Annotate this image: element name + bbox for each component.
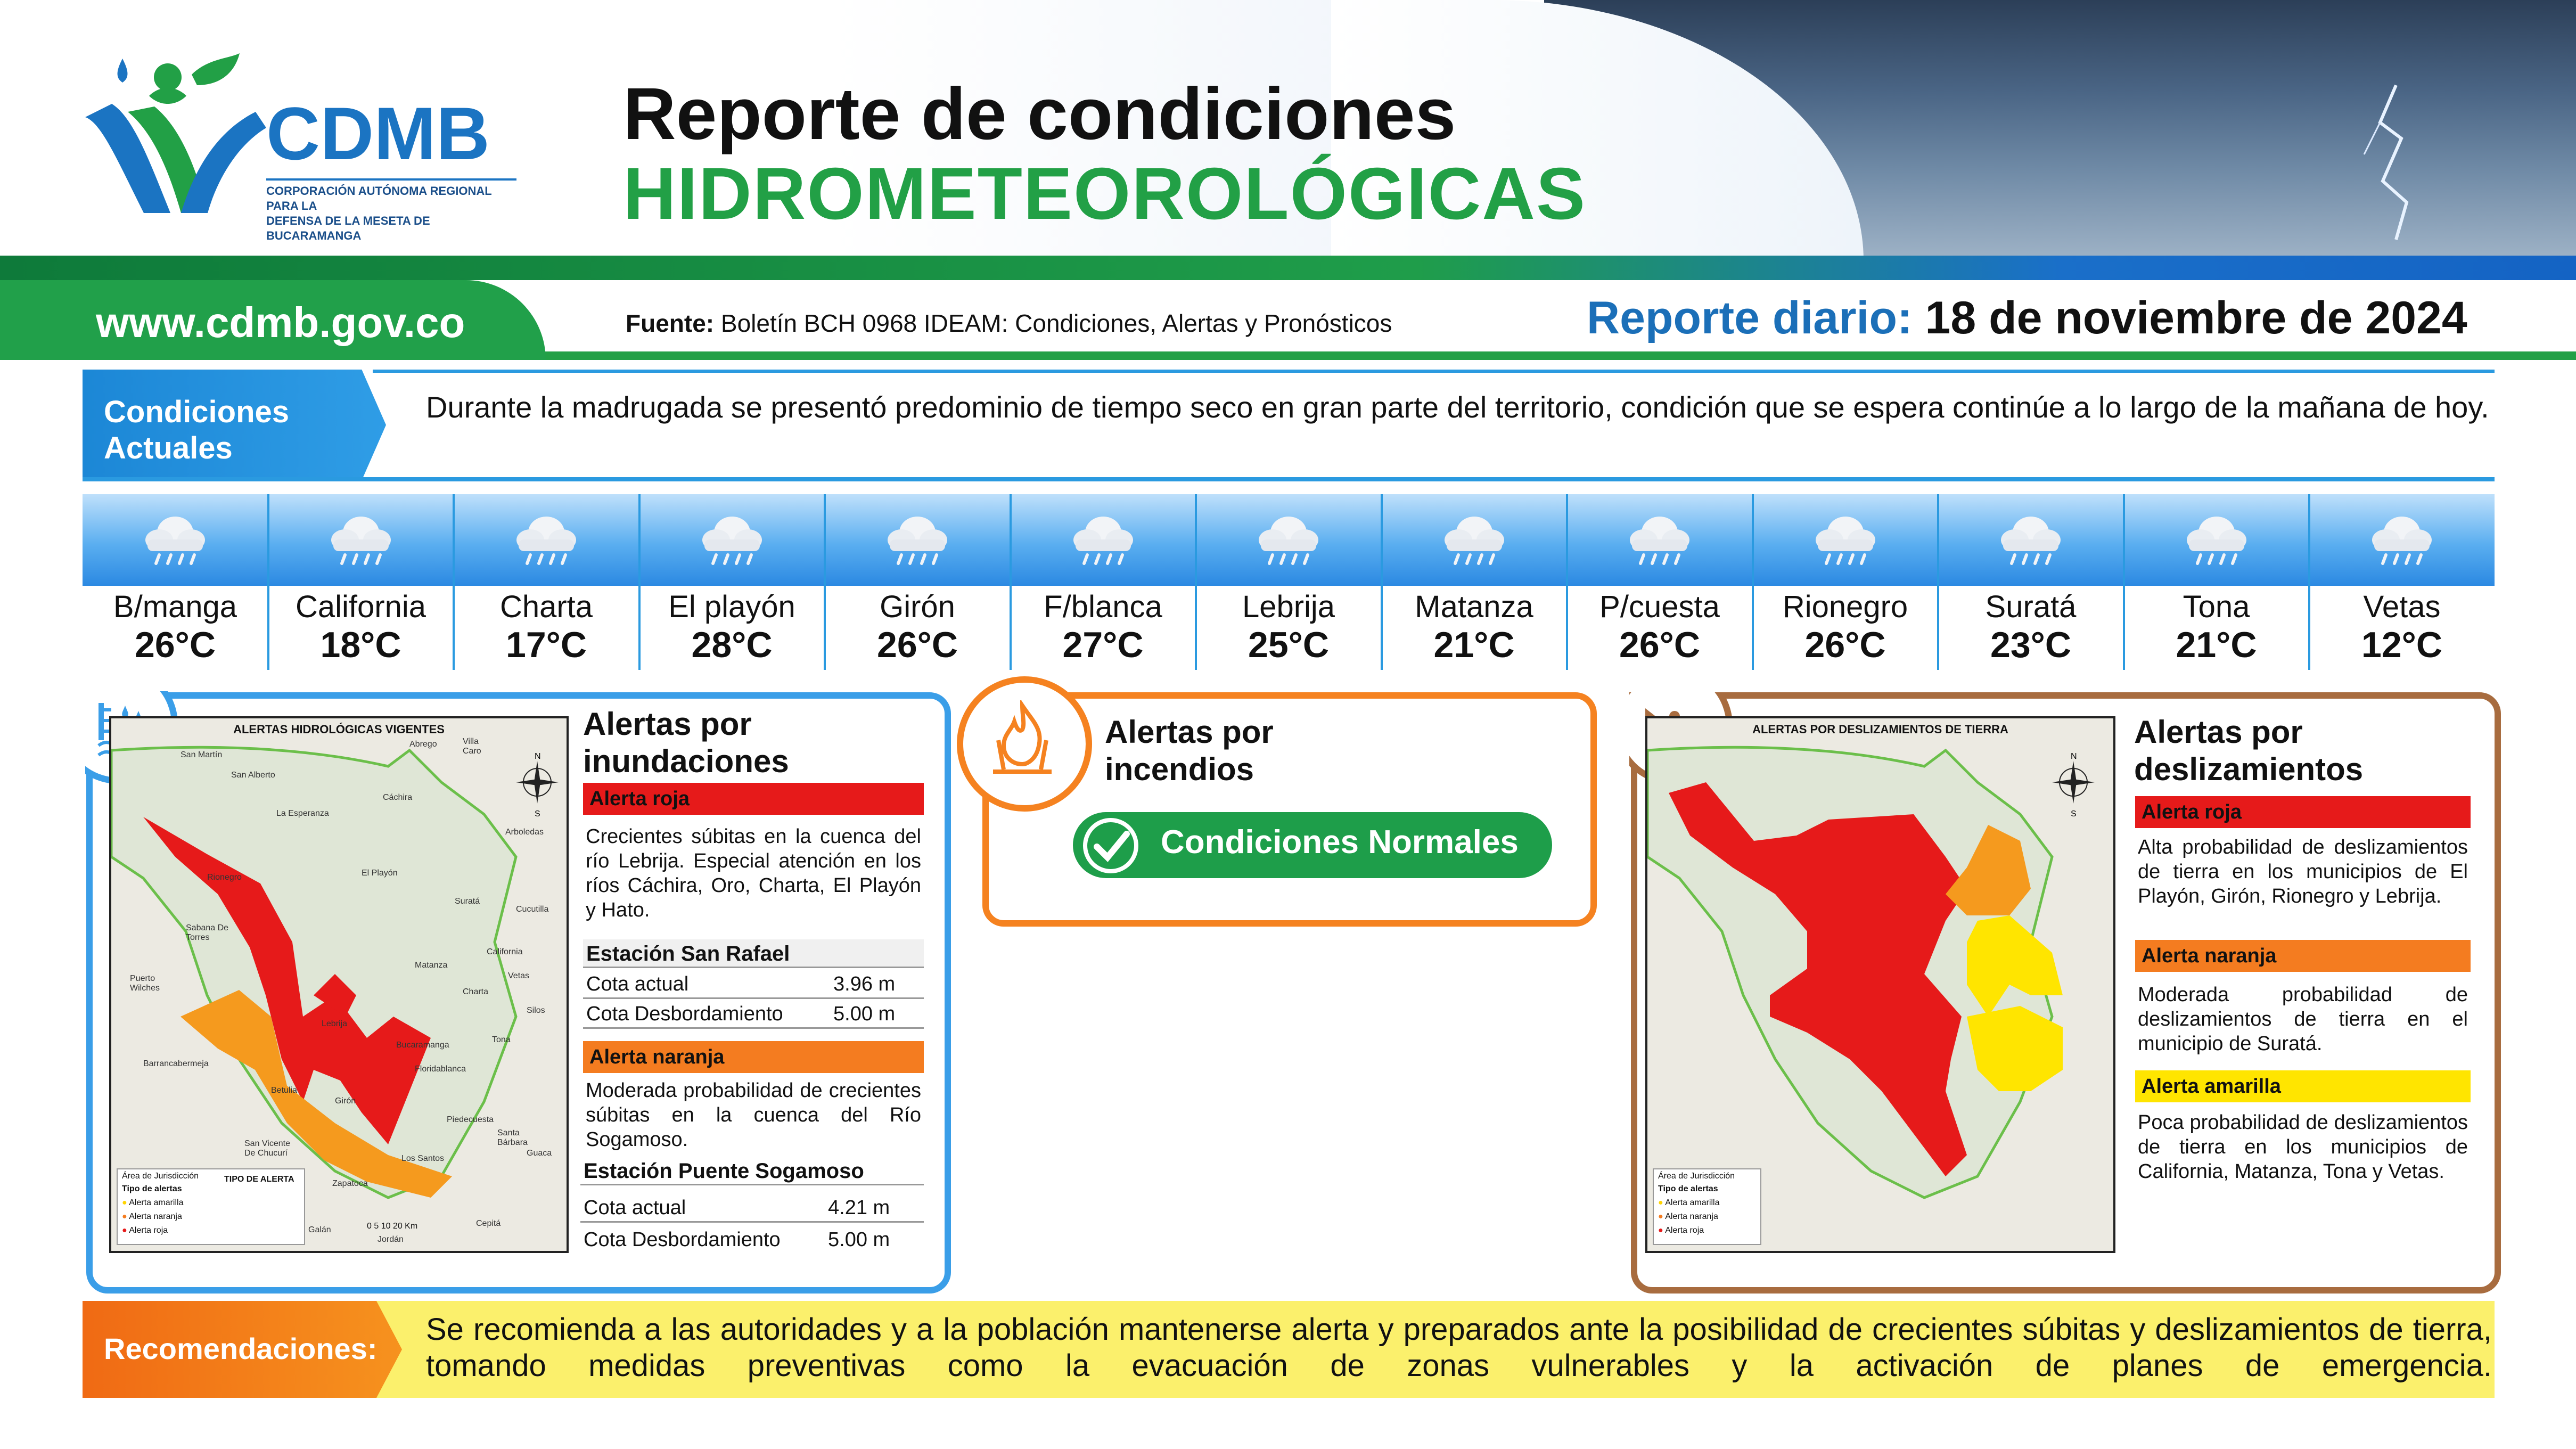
fires-title-line1: Alertas por [1105,714,1274,750]
weather-temp: 28°C [691,625,773,665]
legend-item-red: ● Alerta roja [1658,1226,1704,1235]
report-title-line1: Reporte de condiciones [623,73,1456,155]
station1-row-overflow: Cota Desbordamiento 5.00 m [583,999,924,1029]
legend-alert-type: TIPO DE ALERTA [224,1175,294,1184]
map-label: Girón [335,1096,356,1106]
landslides-map [1645,716,2115,1253]
weather-separator [1195,494,1197,670]
weather-temp: 12°C [2361,625,2442,665]
rain-cloud-icon [1622,510,1697,569]
landslides-yellow-alert-text: Poca probabilidad de deslizamientos de tierra en los municipios de California, Matanza, Tona y Vetas. [2138,1111,2468,1183]
map-label: Villa Caro [463,737,481,756]
weather-cell [1011,494,1196,670]
legend-area: Área de Jurisdicción [1658,1172,1735,1181]
compass-rose-icon [516,750,559,820]
map-label: Arboledas [505,828,544,837]
map-label: Rionegro [207,873,242,882]
current-label-line1: Condiciones [104,395,290,429]
rain-cloud-icon [695,510,769,569]
map-label: Suratá [455,897,480,906]
lightning-icon [2332,80,2428,250]
floods-title-line1: Alertas por [583,706,752,742]
weather-cell [268,494,454,670]
floods-red-alert-bar: Alerta roja [583,783,924,815]
map-label: San Martín [181,750,223,759]
legend-title: Tipo de alertas [122,1184,182,1193]
weather-city: Suratá [1985,590,2077,624]
source-label: Fuente: [626,309,715,337]
map-label: San Alberto [231,771,275,780]
weather-city: F/blanca [1044,590,1162,624]
logo-name: CDMB [266,92,490,175]
weather-cell [1382,494,1567,670]
landslides-title [2134,714,2363,788]
weather-separator [453,494,455,670]
landslides-red-alert-bar: Alerta roja [2135,796,2471,828]
weather-city: B/manga [113,590,237,624]
map-label: Guaca [527,1149,552,1158]
map-label: Cepitá [476,1219,501,1228]
recommendations-label: Recomendaciones: [104,1332,378,1365]
weather-cell [1938,494,2123,670]
rain-cloud-icon [1808,510,1883,569]
station1-title: Estación San Rafael [583,939,924,968]
report-label: Reporte diario: [1587,292,1913,343]
landslides-red-alert-text: Alta probabilidad de deslizamientos de tierra en los municipios de El Playón, Girón, Rionegro y Lebrija. [2138,836,2468,907]
map-label: Bucaramanga [396,1041,449,1050]
current-bottom-rule [83,477,2495,481]
rain-cloud-icon [1993,510,2068,569]
weather-city: Tona [2183,590,2250,624]
weather-separator [1566,494,1568,670]
map-label: Cucutilla [516,905,549,914]
fires-status-text: Condiciones Normales [1161,824,1519,861]
landslides-map-title: ALERTAS POR DESLIZAMIENTOS DE TIERRA [1752,723,2008,736]
rain-cloud-icon [880,510,955,569]
rain-cloud-icon [324,510,398,569]
weather-separator [2308,494,2310,670]
weather-city: Girón [880,590,955,624]
current-label [104,394,289,466]
report-date-line [1587,292,2467,345]
floods-orange-alert-text: Moderada probabilidad de crecientes súbitas en la cuenca del Río Sogamoso. [586,1079,921,1151]
landslides-orange-alert-text: Moderada probabilidad de deslizamientos de tierra en el municipio de Suratá. [2138,984,2468,1055]
legend-item-orange: ● Alerta naranja [122,1212,182,1221]
landslides-orange-alert-bar: Alerta naranja [2135,940,2471,972]
weather-cell [825,494,1010,670]
map-scale: 0 5 10 20 Km [367,1222,418,1231]
weather-temp: 17°C [506,625,587,665]
landslides-map-legend [1653,1168,1761,1245]
logo-subtitle-line2: DEFENSA DE LA MESETA DE BUCARAMANGA [266,214,430,242]
svg-text:N: N [2071,752,2077,761]
current-label-line2: Actuales [104,431,233,465]
weather-cell [1196,494,1381,670]
floods-map [109,716,569,1253]
station1-row-current: Cota actual 3.96 m [583,969,924,999]
map-label: San Vicente De Chucurí [244,1139,290,1158]
fire-icon [985,700,1060,780]
weather-temp: 26°C [877,625,958,665]
weather-temp: 26°C [1804,625,1886,665]
source-text: Boletín BCH 0968 IDEAM: Condiciones, Alertas y Pronósticos [720,309,1392,337]
weather-temp: 21°C [1433,625,1515,665]
map-label: Vetas [508,971,530,980]
info-strip-underline [532,351,2576,360]
map-label: Betulia [271,1086,297,1095]
weather-city: Matanza [1415,590,1533,624]
recommendations-text: Se recomienda a las autoridades y a la población mantenerse alerta y preparados ante la posibilidad de crecientes súbitas y deslizamientos de tierra, tomando medidas preventivas como la evacuación de zonas vulnerables y la activación de planes de emergencia. [426,1312,2492,1383]
rain-cloud-icon [2365,510,2439,569]
source-line [626,309,1392,338]
current-conditions-text: Durante la madrugada se presentó predominio de tiempo seco en gran parte del territorio, condición que se espera continúe a lo largo de la mañana de hoy. [426,390,2489,424]
rain-cloud-icon [1066,510,1141,569]
map-label: El Playón [362,869,398,878]
map-label: Silos [527,1006,545,1015]
weather-cell [454,494,639,670]
weather-city: Rionegro [1782,590,1908,624]
weather-temp: 26°C [1619,625,1700,665]
weather-temp: 21°C [2176,625,2257,665]
station2-row-overflow: Cota Desbordamiento 5.00 m [584,1229,890,1251]
map-label: Jordán [378,1235,404,1244]
weather-city: Vetas [2363,590,2441,624]
map-label: Sabana De Torres [186,923,229,942]
map-label: Tona [492,1035,511,1044]
weather-separator [1381,494,1383,670]
header-band [0,256,2576,280]
weather-separator [1752,494,1754,670]
map-label: Abrego [409,740,437,749]
report-date: 18 de noviembre de 2024 [1925,292,2467,343]
compass-rose-icon [2052,750,2095,820]
weather-separator [1010,494,1012,670]
station2-title: Estación Puente Sogamoso [580,1157,924,1185]
map-label: Puerto Wilches [130,974,160,993]
weather-temp: 23°C [1990,625,2071,665]
weather-temp: 18°C [320,625,401,665]
legend-item-yellow: ● Alerta amarilla [1658,1198,1720,1207]
landslides-title-line1: Alertas por [2134,714,2303,750]
weather-separator [267,494,269,670]
legend-area: Área de Jurisdicción [122,1172,199,1181]
map-label: Charta [463,987,489,996]
map-label: Galán [308,1225,331,1234]
rain-cloud-icon [1251,510,1326,569]
weather-separator [1937,494,1939,670]
rain-cloud-icon [138,510,212,569]
weather-separator [824,494,826,670]
floods-map-title: ALERTAS HIDROLÓGICAS VIGENTES [233,723,445,736]
fires-title [1105,714,1274,788]
weather-temp: 25°C [1248,625,1329,665]
report-title-line2: HIDROMETEOROLÓGICAS [623,153,1587,235]
weather-cell [83,494,268,670]
logo-subtitle-line1: CORPORACIÓN AUTÓNOMA REGIONAL PARA LA [266,184,492,212]
weather-separator [638,494,641,670]
floods-orange-alert-bar: Alerta naranja [583,1041,924,1073]
weather-separator [2123,494,2125,670]
map-label: Floridablanca [415,1065,466,1074]
map-label: Lebrija [322,1019,348,1028]
map-label: La Esperanza [276,809,329,818]
weather-cell [2309,494,2495,670]
weather-city: California [296,590,426,624]
floods-title [583,706,789,780]
current-top-rule [373,370,2495,373]
map-label: Santa Bárbara [497,1128,528,1147]
landslides-title-line2: deslizamientos [2134,751,2364,787]
map-label: Matanza [415,961,448,970]
map-label: Los Santos [401,1154,445,1163]
floods-red-alert-text: Crecientes súbitas en la cuenca del río Lebrija. Especial atención en los ríos Cáchira, Oro, Charta, El Playón y Hato. [586,825,921,921]
svg-text:S: S [2071,809,2077,818]
map-label: California [487,947,523,956]
website-link[interactable]: www.cdmb.gov.co [96,299,465,346]
floods-title-line2: inundaciones [583,743,789,779]
check-circle-icon [1081,816,1141,875]
map-label: Cáchira [383,793,413,802]
svg-text:S: S [535,809,540,818]
legend-item-orange: ● Alerta naranja [1658,1212,1718,1221]
legend-item-red: ● Alerta roja [122,1226,168,1235]
weather-temp: 27°C [1062,625,1144,665]
landslides-yellow-alert-bar: Alerta amarilla [2135,1070,2471,1102]
legend-item-yellow: ● Alerta amarilla [122,1198,184,1207]
legend-title: Tipo de alertas [1658,1184,1718,1193]
rain-cloud-icon [509,510,584,569]
map-label: Barrancabermeja [143,1059,209,1068]
rain-cloud-icon [1437,510,1512,569]
station2-row-current: Cota actual 4.21 m [580,1193,924,1223]
logo-subtitle [266,178,516,243]
weather-cell [639,494,825,670]
weather-cell [2124,494,2309,670]
weather-temp: 26°C [135,625,216,665]
weather-city: Lebrija [1242,590,1335,624]
weather-city: Charta [499,590,593,624]
weather-city: P/cuesta [1599,590,1720,624]
weather-cell [1753,494,1938,670]
svg-text:N: N [535,752,541,761]
map-label: Zapatoca [332,1179,368,1188]
map-label: Piedecuesta [447,1115,494,1124]
fires-title-line2: incendios [1105,751,1254,787]
floods-map-legend [117,1168,305,1245]
weather-cell [1567,494,1752,670]
weather-city: El playón [668,590,795,624]
rain-cloud-icon [2179,510,2254,569]
